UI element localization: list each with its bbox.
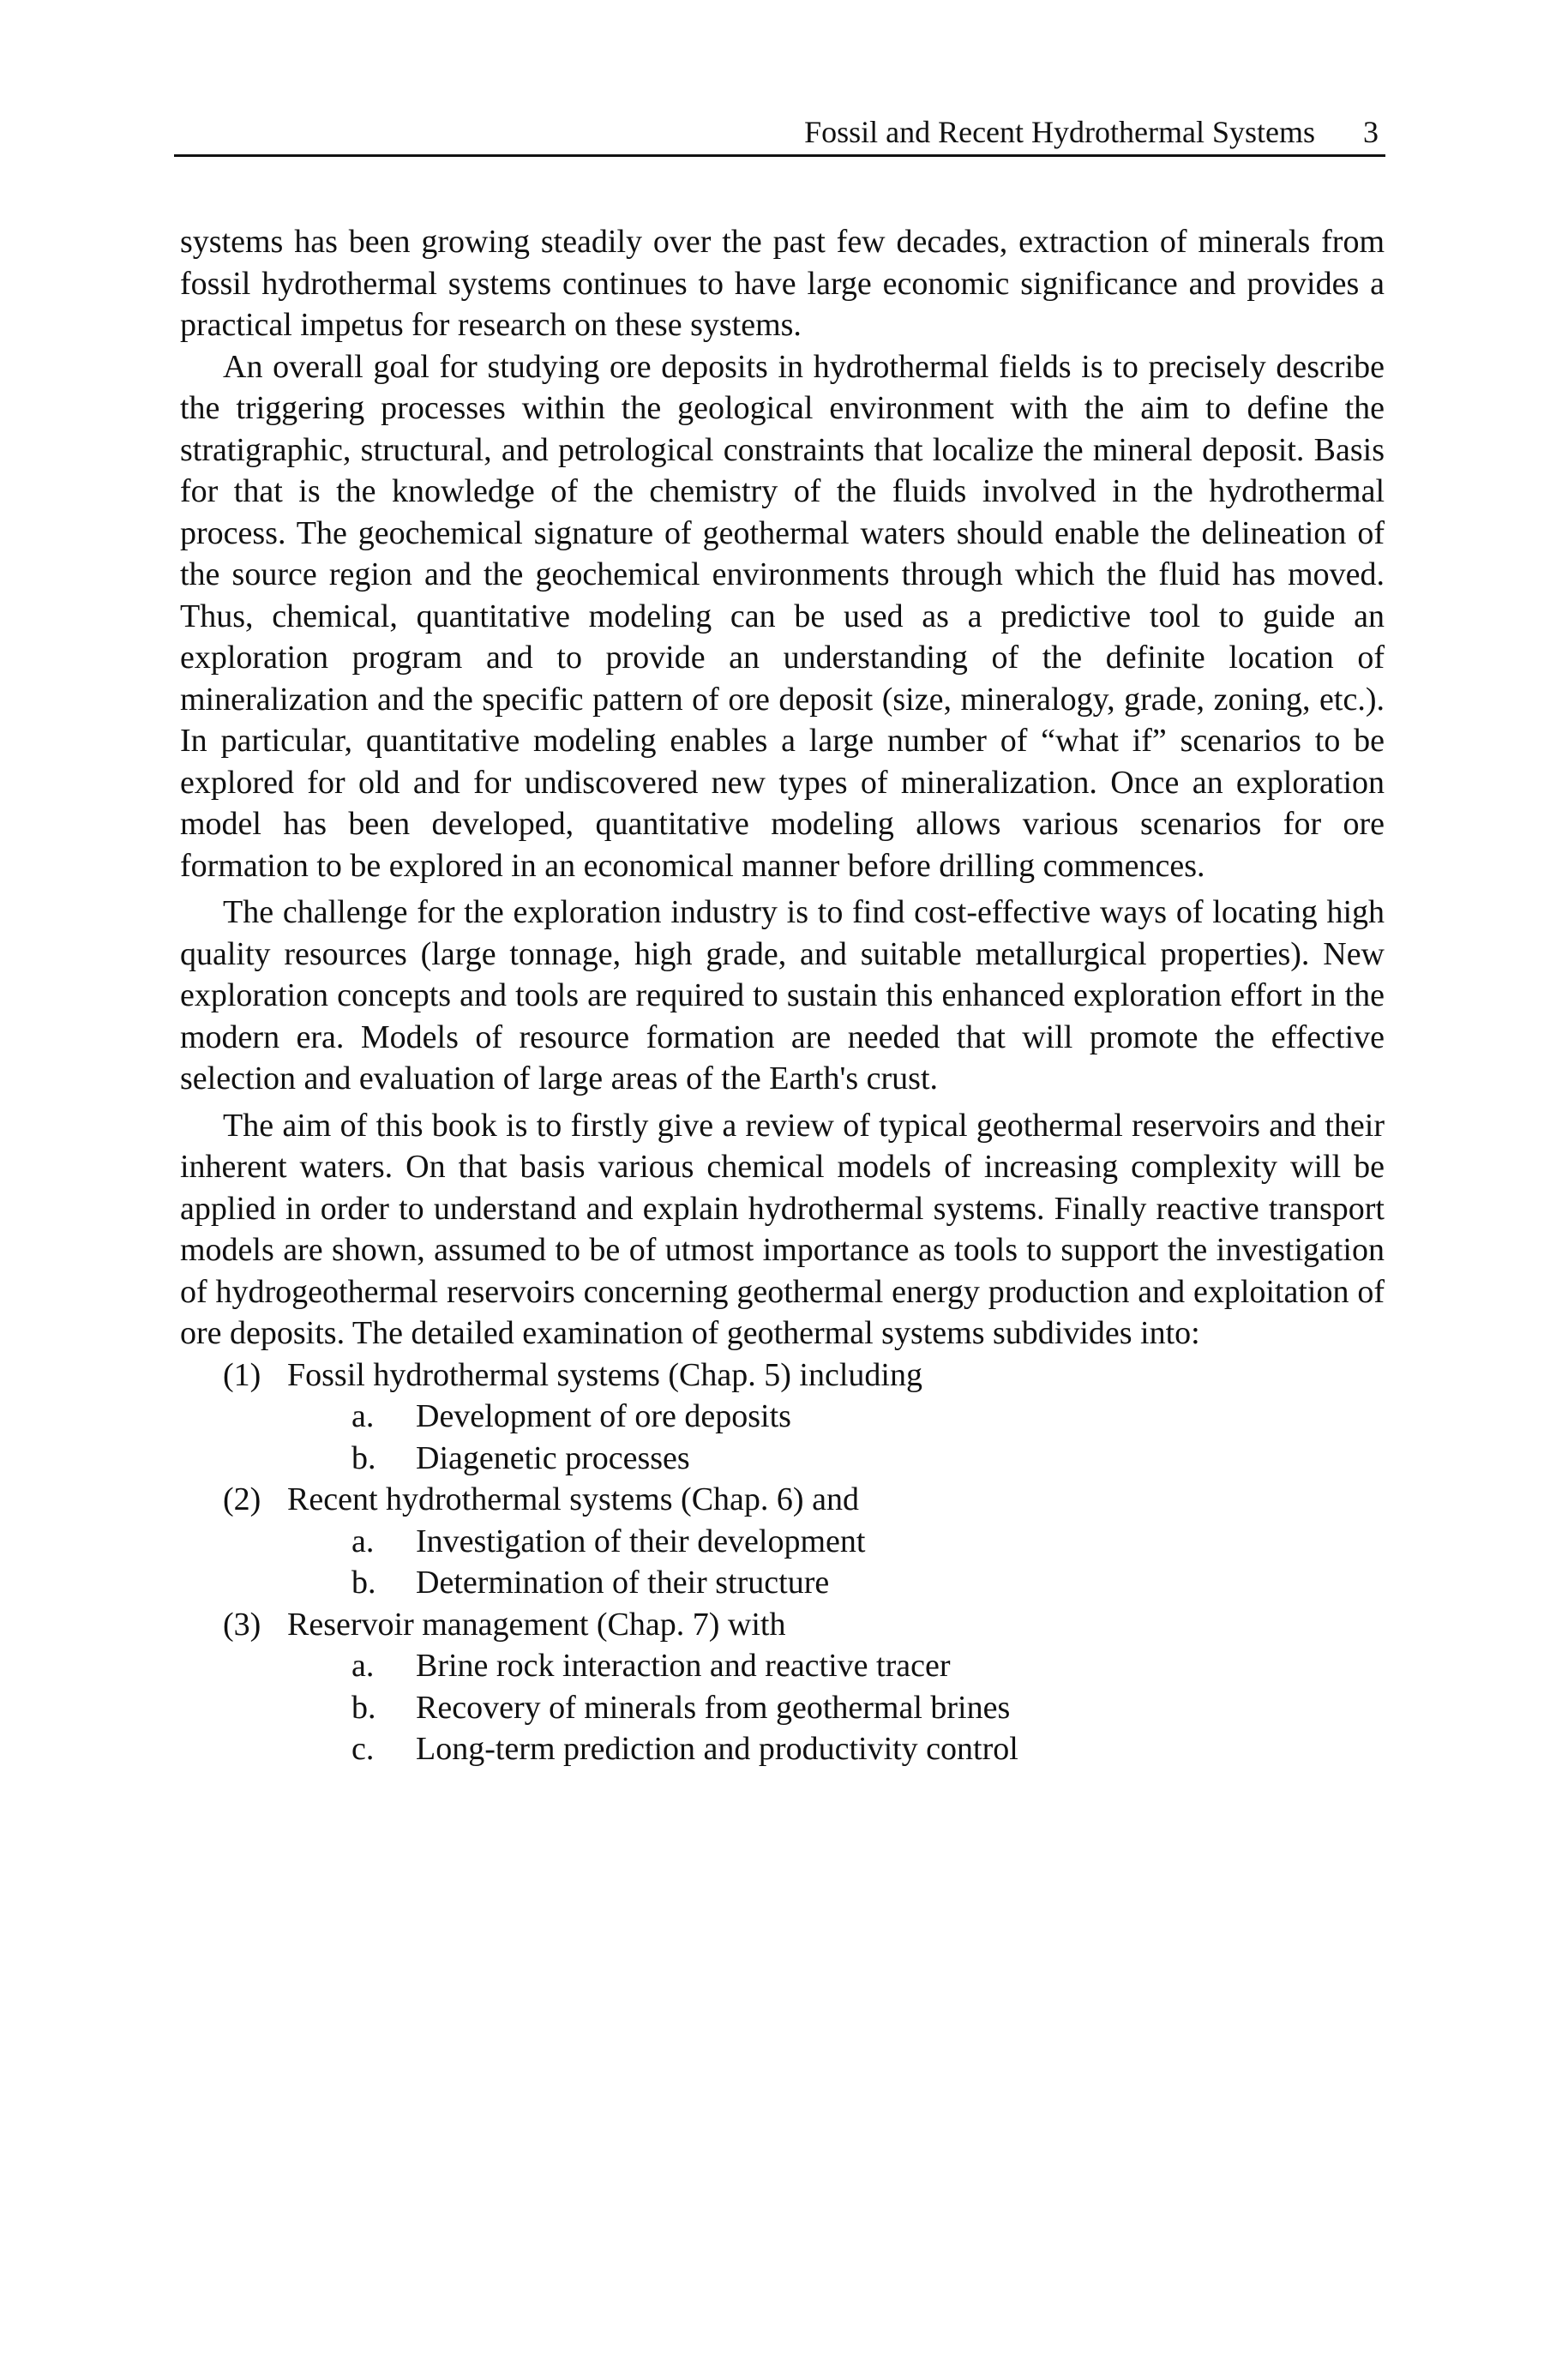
list-item xyxy=(180,1479,1385,1521)
body-text xyxy=(180,221,1385,1770)
running-header xyxy=(174,113,1385,157)
paragraph-overall-goal: An overall goal for studying ore deposits in hydrothermal fields is to precisely describe the triggering processes within the geological environment with the aim to define the stratigraphic, structural, and petrological constraints that localize the mineral deposit. Basis for that is the knowledge of the chemistry of the fluids involved in the hydrothermal process. The geochemical signature of geothermal waters should enable the delineation of the source region and the geochemical environments through which the fluid has moved. Thus, chemical, quantitative modeling can be used as a predictive tool to guide an exploration program and to provide an understanding of the definite location of mineralization and the specific pattern of ore deposit (size, mineralogy, grade, zoning, etc.). In particular, quantitative modeling enables a large number of “what if” scenarios to be explored for old and for undiscovered new types of mineralization. Once an exploration model has been developed, quantitative modeling allows various scenarios for ore formation to be explored in an economical manner before drilling commences. xyxy=(180,348,1385,884)
sub-list-item xyxy=(180,1687,1385,1729)
page-number: 3 xyxy=(1363,115,1379,149)
sub-item-text: Determination of their structure xyxy=(416,1565,830,1601)
list-item-number: (2) xyxy=(223,1481,261,1517)
list-item xyxy=(180,1355,1385,1397)
paragraph-book-aim: The aim of this book is to firstly give a review of typical geothermal reservoirs and their inherent waters. On that basis various chemical models of increasing complexity will be applied in order to understand and explain hydrothermal systems. Finally reactive transport models are shown, assumed to be of utmost importance as tools to support the investigation of hydrogeothermal reservoirs concerning geothermal energy production and exploitation of ore deposits. The detailed examination of geothermal systems subdivides into: xyxy=(180,1107,1385,1351)
sub-item-text: Brine rock interaction and reactive tracer xyxy=(416,1648,951,1684)
sub-item-letter: b. xyxy=(351,1689,376,1726)
sub-item-letter: a. xyxy=(351,1648,375,1684)
sub-item-letter: a. xyxy=(351,1523,375,1559)
list-item-text: Reservoir management (Chap. 7) with xyxy=(287,1606,786,1643)
sub-item-text: Development of ore deposits xyxy=(416,1398,791,1434)
sub-list-item xyxy=(180,1396,1385,1438)
sub-list-item xyxy=(180,1438,1385,1480)
sub-item-text: Diagenetic processes xyxy=(416,1439,690,1476)
list-item-number: (1) xyxy=(223,1356,261,1393)
list-item-text: Recent hydrothermal systems (Chap. 6) and xyxy=(287,1481,859,1517)
sub-list-item xyxy=(180,1562,1385,1604)
sub-item-text: Recovery of minerals from geothermal brines xyxy=(416,1689,1011,1726)
list-item xyxy=(180,1604,1385,1646)
sub-item-letter: a. xyxy=(351,1398,375,1434)
sub-list-item xyxy=(180,1728,1385,1770)
sub-item-letter: c. xyxy=(351,1731,375,1767)
paragraph-exploration-challenge: The challenge for the exploration industry is to find cost-effective ways of locating high quality resources (large tonnage, high grade, and suitable metallurgical properties). New exploration concepts and tools are required to sustain this enhanced exploration effort in the modern era. Models of resource formation are needed that will promote the effective selection and evaluation of large areas of the Earth's crust. xyxy=(180,894,1385,1096)
paragraph-continuation: systems has been growing steadily over the past few decades, extraction of minerals from fossil hydrothermal systems continues to have large economic significance and provides a practical impetus for research on these systems. xyxy=(180,224,1385,343)
sub-item-text: Investigation of their development xyxy=(416,1523,866,1559)
running-header-title: Fossil and Recent Hydrothermal Systems xyxy=(804,115,1315,149)
sub-item-letter: b. xyxy=(351,1565,376,1601)
sub-item-text: Long-term prediction and productivity control xyxy=(416,1731,1018,1767)
list-item-number: (3) xyxy=(223,1606,261,1643)
sub-item-letter: b. xyxy=(351,1439,376,1476)
sub-list-item xyxy=(180,1521,1385,1563)
subdivision-list xyxy=(180,1355,1385,1770)
list-item-text: Fossil hydrothermal systems (Chap. 5) including xyxy=(287,1356,922,1393)
sub-list-item xyxy=(180,1645,1385,1687)
